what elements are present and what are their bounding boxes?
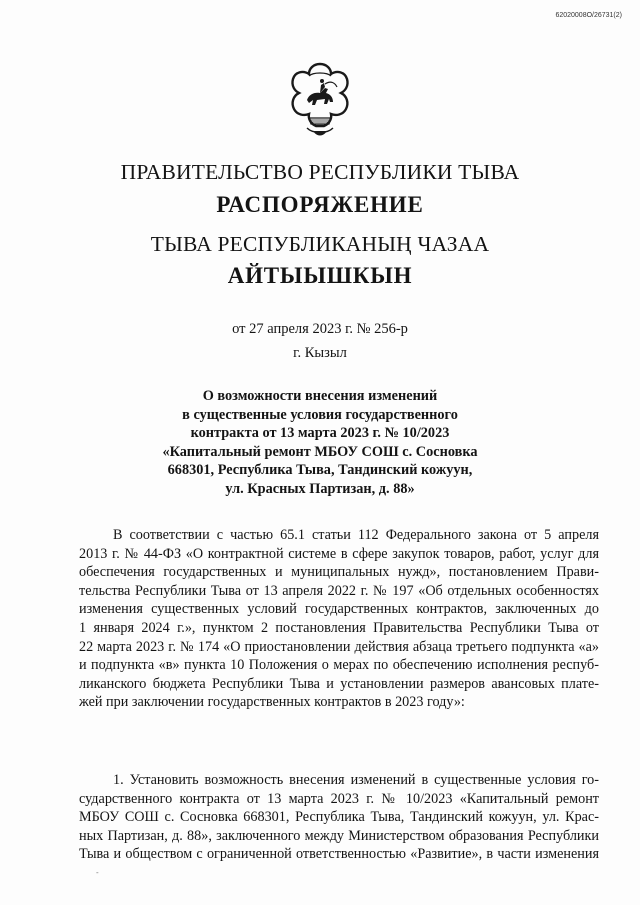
government-title-tyv: ТЫВА РЕСПУБЛИКАНЫҢ ЧАЗАА	[150, 232, 490, 256]
document-date-number: от 27 апреля 2023 г. № 256-р	[232, 321, 408, 337]
preamble-paragraph	[79, 526, 599, 712]
document-type-ru: РАСПОРЯЖЕНИЕ	[216, 192, 424, 217]
paragraph-line: 2013 г. № 44-ФЗ «О контрактной системе в сфере закупок товаров, работ, услуг для	[79, 545, 599, 562]
document-place: г. Кызыл	[293, 345, 347, 361]
paragraph-line: В соответствии с частью 65.1 статьи 112 Федерального закона от 5 апреля	[113, 527, 599, 543]
paragraph-line: сударственного контракта от 13 марта 2023 г. № 10/2023 «Капитальный ремонт	[79, 790, 599, 807]
paragraph-line: тельства Республики Тыва от 13 апреля 2022 г. № 197 «Об отдельных особенностях	[79, 582, 599, 599]
registration-number: 62020008О/26731(2)	[555, 12, 622, 19]
document-type-tyv: АЙТЫЫШКЫН	[227, 263, 413, 288]
paragraph-line: ных Партизан, д. 88», заключенного между Министерством образования Республики	[79, 827, 599, 844]
paragraph-line: МБОУ СОШ с. Сосновка 668301, Республика Тыва, Тандинский кожуун, ул. Крас-	[79, 809, 599, 826]
subject-line: в существенные условия государственного	[182, 406, 458, 423]
subject-line: контракта от 13 марта 2023 г. № 10/2023	[190, 425, 450, 441]
paragraph-line: изменения существенных условий государственных контрактов, заключенных до	[79, 601, 599, 618]
paragraph-line: 22 марта 2023 г. № 174 «О приостановлении действия абзаца третьего подпункта «а»	[79, 638, 599, 655]
paragraph-line: ликанского бюджета Республики Тыва и установлении размеров авансовых плате-	[79, 675, 599, 692]
government-title-ru: ПРАВИТЕЛЬСТВО РЕСПУБЛИКИ ТЫВА	[120, 160, 520, 184]
paragraph-line: 1. Установить возможность внесения изменений в существенные условия го-	[113, 772, 599, 788]
subject-line: ул. Красных Партизан, д. 88»	[225, 480, 415, 497]
item-1-paragraph	[79, 771, 599, 864]
paragraph-line: обеспечения государственных и муниципальных нужд», постановлением Прави-	[79, 564, 599, 581]
subject-line: 668301, Республика Тыва, Тандинский кожуун,	[167, 462, 473, 478]
paragraph-line: Тыва и обществом с ограниченной ответственностью «Развитие», в части изменения	[79, 846, 599, 863]
subject-line: «Капитальный ремонт МБОУ СОШ с. Сосновка	[162, 443, 478, 460]
paragraph-line: 1 января 2024 г.», пунктом 2 постановления Правительства Республики Тыва от	[79, 619, 599, 636]
subject-line: О возможности внесения изменений	[202, 388, 438, 404]
paragraph-line: и подпункта «в» пункта 10 Положения о мерах по обеспечению исполнения респуб-	[79, 657, 599, 674]
coat-of-arms-icon	[287, 58, 353, 140]
paragraph-line: жей при заключении государственных контрактов в 2023 году»:	[79, 694, 465, 711]
scan-mark: ‑	[96, 868, 99, 877]
document-subject	[0, 387, 640, 498]
